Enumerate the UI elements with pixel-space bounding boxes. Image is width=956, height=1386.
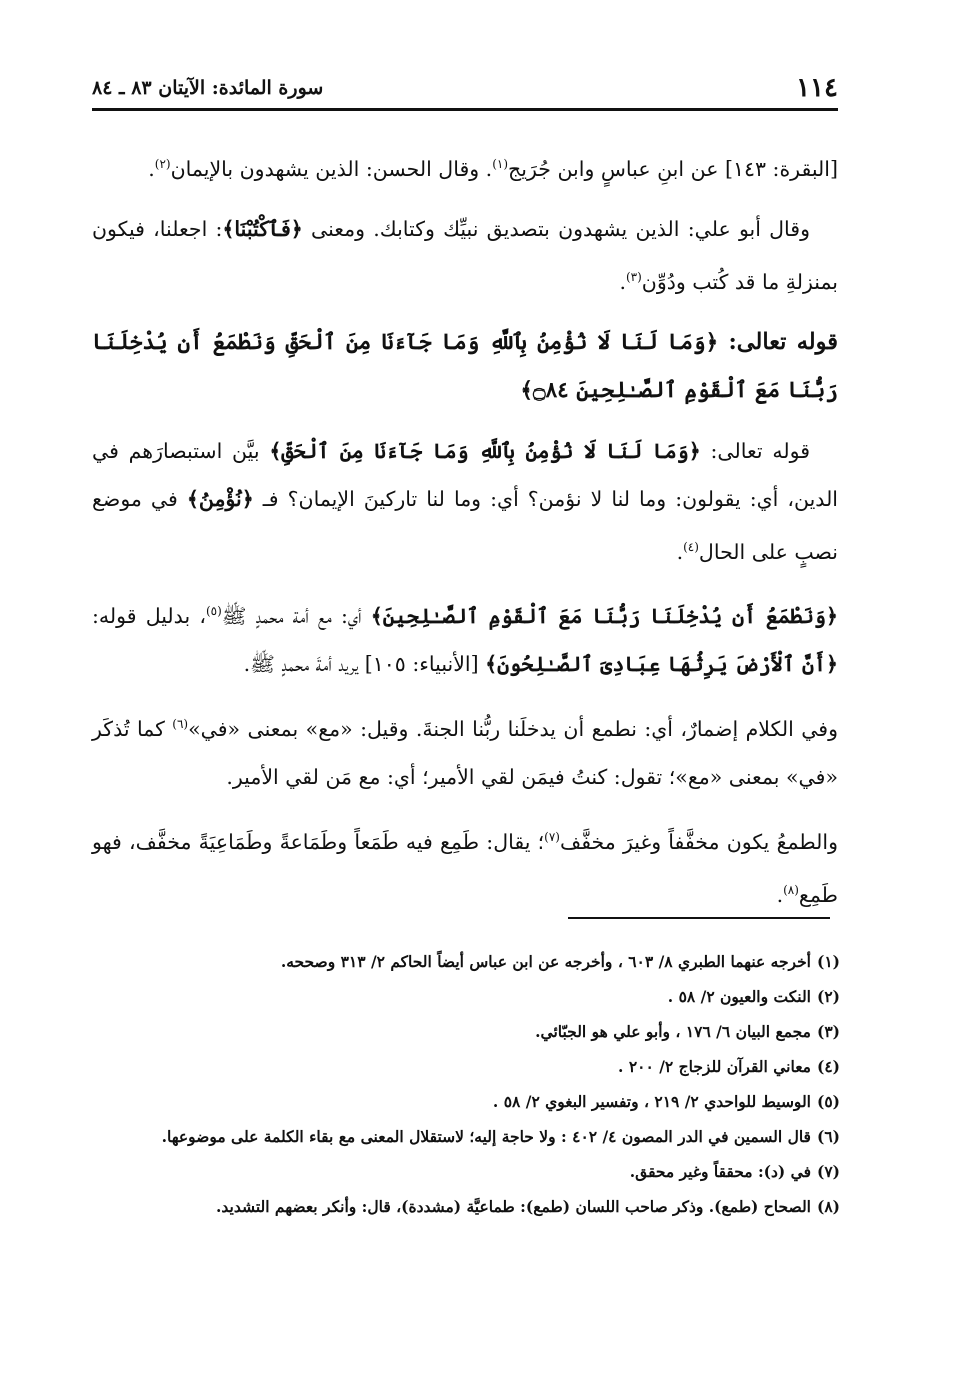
paragraph-text: [الأنبياء: ١٠٥] يريد أمةَ محمدٍ ﷺ.	[243, 652, 486, 677]
footnote	[84, 944, 840, 979]
punctuation: .	[776, 882, 784, 907]
footnote-text: قال السمين في الدر المصون ٤/ ٤٠٢ : ولا حاجة إليه؛ لاستقلال المعنى مع بقاء الكلمة على موضوعها.	[161, 1127, 811, 1146]
punctuation: .	[148, 156, 155, 181]
footnote-text: الوسيط للواحدي ٢/ ٢١٩ ، وتفسير البغوي ٢/ ٥٨ .	[492, 1092, 811, 1111]
footnote-text: مجمع البيان ٦/ ١٧٦ ، وأبو علي هو الجبّائي.	[535, 1022, 811, 1041]
footnotes	[84, 944, 840, 1224]
paragraph-1	[92, 140, 838, 193]
punctuation: .	[619, 269, 626, 294]
punctuation: .	[676, 539, 684, 564]
footnote-number: (٣)	[816, 1022, 840, 1041]
footnote-number: (١)	[816, 952, 840, 971]
paragraph-text: . وقال الحسن: الذين يشهدون بالإيمان	[170, 156, 493, 181]
page-number: ١١٤	[796, 73, 838, 103]
paragraph-text: قوله تعالى:	[700, 438, 810, 463]
paragraph-2	[92, 205, 838, 306]
paragraph-5	[92, 700, 838, 801]
paragraph-6	[92, 813, 838, 919]
quran-quote: ﴿نُؤْمِنُ﴾	[186, 486, 254, 511]
paragraph-text: بيَّن استبصارَهم في الدين، أي: يقولون: وما لنا لا نؤمن؟ أي: وما لنا تاركينَ الإيمان؟ فـ	[92, 438, 839, 511]
quran-quote: ﴿فَٱكْتُبْنَا﴾	[222, 216, 303, 241]
footnote-number: (٤)	[816, 1057, 840, 1076]
paragraph-text: ؛ يقال: طَمِع فيه طَمَعاً وطَمَاعةً وطَمَاعِيَةً مخفَّف، فهو طَمِع	[92, 829, 838, 907]
footnote-number: (٦)	[816, 1127, 840, 1146]
quran-quote: ﴿وَنَطْمَعُ أَن يُدْخِلَنَا رَبُّنَا مَعَ ٱلْقَوْمِ ٱلصَّـٰلِحِينَ﴾	[370, 604, 839, 629]
paragraph-text: وفي الكلام إضمارٌ، أي: نطمع أن يدخلَنا ربُّنا الجنةَ. وقيل: «مع» بمعنى «في»	[188, 717, 838, 742]
paragraph-4	[92, 587, 838, 688]
footnote	[84, 1049, 840, 1084]
footnote-ref: (٢)	[154, 157, 171, 171]
footnote-text: الصحاح (طمع). وذكر صاحب اللسان (طمع): طماعيَّة (مشددة)، قال: وأنكر بعضهم التشديد.	[216, 1197, 811, 1216]
paragraph-3	[92, 427, 838, 576]
footnote-ref: (٦)	[172, 717, 189, 732]
paragraph-text: ، بدليل قوله:	[92, 604, 206, 629]
footnote-divider	[568, 917, 830, 919]
verse-lead: قوله تعالى:	[718, 328, 838, 355]
footnote-text: معاني القرآن للزجاج ٢/ ٢٠٠ .	[618, 1057, 811, 1076]
paragraph-text: في موضع نصبٍ على الحال	[92, 486, 838, 564]
footnote-text: في (د): محققاً وغير محقق.	[629, 1162, 811, 1181]
verse-heading	[92, 318, 838, 415]
footnote	[84, 1189, 840, 1224]
quran-quote: ﴿أَنَّ ٱلْأَرْضَ يَرِثُهَا عِبَادِىَ ٱلصَّـٰلِحُونَ﴾	[485, 652, 838, 677]
footnote-ref: (١)	[492, 157, 509, 171]
footnote-ref: (٨)	[783, 882, 799, 897]
quran-verse: ﴿وَمَا لَنَا لَا نُؤْمِنُ بِٱللَّهِ وَمَا جَآءَنَا مِنَ ٱلْحَقِّ وَنَطْمَعُ أَن يُدْخِلَنَا رَبُّنَا مَعَ ٱلْقَوْمِ ٱلصَّـٰلِحِينَ ۝٨٤﴾	[92, 329, 838, 403]
paragraph-text: [البقرة: ١٤٣] عن ابنِ عباسٍ وابن جُرَيج	[508, 156, 838, 181]
footnote-text: أخرجه عنهما الطبري ٨/ ٦٠٣ ، وأخرجه عن ابن عباس أيضاً الحاكم ٢/ ٣١٣ وصححه.	[280, 952, 811, 971]
footnote	[84, 979, 840, 1014]
running-head: سورة المائدة: الآيتان ٨٣ ـ ٨٤	[92, 77, 324, 99]
footnote-ref: (٧)	[544, 830, 560, 845]
paragraph-text: : اجعلنا، فيكون بمنزلةِ ما قد كُتب ودُوِّن	[92, 216, 838, 294]
footnote-text: النكت والعيون ٢/ ٥٨ .	[667, 987, 811, 1006]
page-header	[92, 68, 838, 111]
footnote	[84, 1154, 840, 1189]
footnote-ref: (٥)	[205, 604, 222, 619]
footnote	[84, 1119, 840, 1154]
paragraph-text: كما تُذكَر «في» بمعنى «مع»؛ تقول: كنتُ فيمَن لقي الأمير؛ أي: مع مَن لقي الأمير.	[92, 717, 838, 790]
footnote	[84, 1084, 840, 1119]
main-text	[92, 140, 838, 931]
footnote	[84, 1014, 840, 1049]
paragraph-text: والطمعُ يكون مخفَّفاً وغيرَ مخفَّف	[559, 829, 838, 854]
paragraph-text: أي: مع أمة محمدٍ ﷺ	[221, 604, 371, 629]
footnote-ref: (٣)	[625, 269, 642, 284]
footnote-number: (٢)	[816, 987, 840, 1006]
paragraph-text: وقال أبو علي: الذين يشهدون بتصديق نبيِّك وكتابك. ومعنى	[302, 216, 810, 241]
footnote-number: (٨)	[816, 1197, 840, 1216]
quran-quote: ﴿وَمَا لَنَا لَا نُؤْمِنُ بِٱللَّهِ وَمَا جَآءَنَا مِنَ ٱلْحَقِّ﴾	[269, 438, 701, 463]
footnote-number: (٥)	[816, 1092, 840, 1111]
footnote-ref: (٤)	[683, 539, 699, 554]
footnote-number: (٧)	[816, 1162, 840, 1181]
